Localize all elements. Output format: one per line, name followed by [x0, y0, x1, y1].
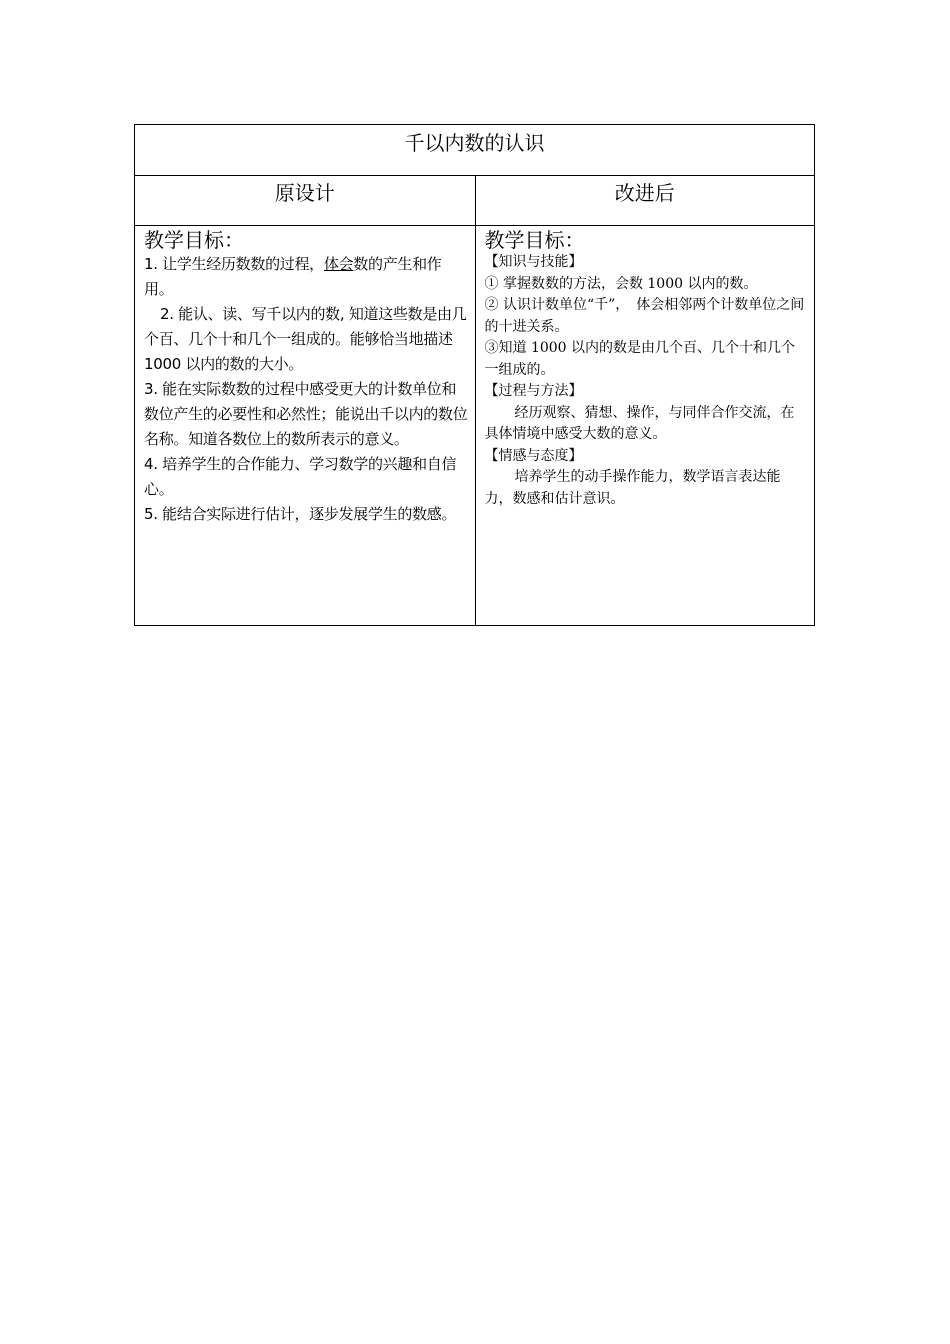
objective-1-underlined-word: 体会 — [323, 255, 354, 273]
original-objective-1 — [144, 252, 469, 302]
table-title: 千以内数的认识 — [135, 125, 815, 176]
lesson-comparison-table — [134, 124, 815, 626]
section-process-methods: 【过程与方法】 — [484, 383, 583, 399]
knowledge-point-3: ③知道 1000 以内的数是由几个百、几个十和几个一组成的。 — [484, 340, 796, 378]
objective-1-text-a: 1. 让学生经历数数的过程， — [144, 255, 324, 273]
column-header-improved: 改进后 — [475, 176, 815, 226]
title-row — [135, 125, 815, 176]
knowledge-point-2: ② 认识计数单位“千”， 体会相邻两个计数单位之间的十进关系。 — [484, 297, 805, 335]
improved-objectives-heading: 教学目标： — [484, 228, 585, 252]
original-objectives-heading: 教学目标： — [144, 228, 244, 252]
section-knowledge-skills: 【知识与技能】 — [484, 254, 583, 270]
header-row — [135, 176, 815, 226]
original-objective-5: 5. 能结合实际进行估计，逐步发展学生的数感。 — [144, 505, 457, 523]
original-objective-4: 4. 培养学生的合作能力、学习数学的兴趣和自信心。 — [144, 455, 457, 498]
improved-design-cell — [475, 226, 815, 626]
content-row — [135, 226, 815, 626]
column-header-original: 原设计 — [135, 176, 476, 226]
objective-1-text-b: 数的产生和作用。 — [144, 255, 442, 298]
process-methods-text: 经历观察、猜想、操作，与同伴合作交流，在具体情境中感受大数的意义。 — [484, 404, 795, 442]
original-design-cell — [135, 226, 476, 626]
original-objective-2: 2. 能认、读、写千以内的数, 知道这些数是由几个百、几个十和几个一组成的。能够恰当地描述 1000 以内的数的大小。 — [144, 305, 467, 373]
section-emotion-attitude: 【情感与态度】 — [484, 447, 583, 464]
emotion-attitude-text: 培养学生的动手操作能力，数学语言表达能力，数感和估计意识。 — [484, 469, 781, 507]
original-objective-3: 3. 能在实际数数的过程中感受更大的计数单位和数位产生的必要性和必然性；能说出千以内的数位名称。知道各数位上的数所表示的意义。 — [144, 380, 468, 448]
knowledge-point-1: ① 掌握数数的方法，会数 1000 以内的数。 — [484, 275, 758, 292]
